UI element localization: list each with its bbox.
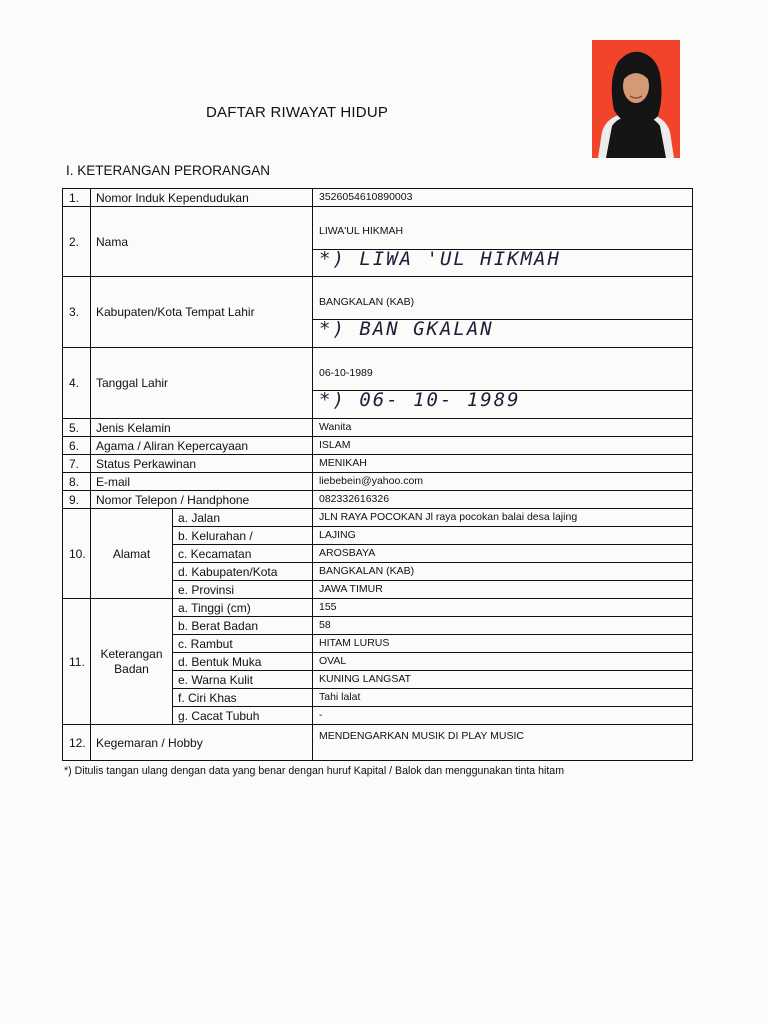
personal-data-table: [62, 188, 693, 761]
table-row: [63, 277, 693, 348]
table-row: [63, 419, 693, 437]
table-row: [63, 725, 693, 761]
nama-handwritten: *) LIWA 'UL HIKMAH: [313, 249, 692, 269]
tanggal-lahir-handwritten: *) 06- 10- 1989: [313, 390, 692, 410]
row-number: 3.: [63, 277, 91, 348]
table-row: [63, 189, 693, 207]
table-row: [63, 437, 693, 455]
row-number: 5.: [63, 419, 91, 437]
ciri-khas-value: Tahi lalat: [313, 689, 693, 707]
document-title: DAFTAR RIWAYAT HIDUP: [206, 104, 389, 121]
table-row: [63, 491, 693, 509]
sub-label: a. Tinggi (cm): [173, 599, 313, 617]
provinsi-value: JAWA TIMUR: [313, 581, 693, 599]
sub-label: e. Provinsi: [173, 581, 313, 599]
tempat-lahir-cell: [313, 277, 693, 348]
tinggi-value: 155: [313, 599, 693, 617]
jenis-kelamin-value: Wanita: [313, 419, 693, 437]
row-number: 9.: [63, 491, 91, 509]
sub-label: d. Bentuk Muka: [173, 653, 313, 671]
sub-label: c. Kecamatan: [173, 545, 313, 563]
field-label: Status Perkawinan: [91, 455, 313, 473]
field-label: Nomor Telepon / Handphone: [91, 491, 313, 509]
table-row: [63, 455, 693, 473]
tanggal-lahir-value: 06-10-1989: [319, 366, 373, 379]
row-number: 11.: [63, 599, 91, 725]
table-row: [63, 348, 693, 419]
agama-value: ISLAM: [313, 437, 693, 455]
tanggal-lahir-cell: [313, 348, 693, 419]
row-number: 4.: [63, 348, 91, 419]
field-label: Nama: [91, 207, 313, 277]
field-label: Keterangan Badan: [91, 599, 173, 725]
row-number: 6.: [63, 437, 91, 455]
jalan-value: JLN RAYA POCOKAN Jl raya pocokan balai desa lajing: [313, 509, 693, 527]
sub-label: a. Jalan: [173, 509, 313, 527]
profile-photo: [592, 40, 680, 158]
sub-label: d. Kabupaten/Kota: [173, 563, 313, 581]
table-row: [63, 207, 693, 277]
warna-kulit-value: KUNING LANGSAT: [313, 671, 693, 689]
nik-value: 3526054610890003: [313, 189, 693, 207]
bentuk-muka-value: OVAL: [313, 653, 693, 671]
row-number: 12.: [63, 725, 91, 761]
row-number: 1.: [63, 189, 91, 207]
field-label: Kabupaten/Kota Tempat Lahir: [91, 277, 313, 348]
table-row: [63, 599, 693, 617]
nama-cell: [313, 207, 693, 277]
row-number: 7.: [63, 455, 91, 473]
berat-value: 58: [313, 617, 693, 635]
kecamatan-value: AROSBAYA: [313, 545, 693, 563]
sub-label: e. Warna Kulit: [173, 671, 313, 689]
footnote: *) Ditulis tangan ulang dengan data yang benar dengan huruf Kapital / Balok dan menggunakan tinta hitam: [64, 765, 565, 777]
cacat-tubuh-value: -: [313, 707, 693, 725]
tempat-lahir-value: BANGKALAN (KAB): [319, 295, 415, 308]
kabupaten-value: BANGKALAN (KAB): [313, 563, 693, 581]
sub-label: b. Kelurahan /: [173, 527, 313, 545]
field-label: Nomor Induk Kependudukan: [91, 189, 313, 207]
kelurahan-value: LAJING: [313, 527, 693, 545]
rambut-value: HITAM LURUS: [313, 635, 693, 653]
row-number: 2.: [63, 207, 91, 277]
sub-label: c. Rambut: [173, 635, 313, 653]
field-label: Jenis Kelamin: [91, 419, 313, 437]
sub-label: g. Cacat Tubuh: [173, 707, 313, 725]
sub-label: f. Ciri Khas: [173, 689, 313, 707]
field-label: Alamat: [91, 509, 173, 599]
table-row: [63, 509, 693, 527]
field-label: E-mail: [91, 473, 313, 491]
person-photo-icon: [592, 40, 680, 158]
field-label: Tanggal Lahir: [91, 348, 313, 419]
email-value: liebebein@yahoo.com: [313, 473, 693, 491]
table-row: [63, 473, 693, 491]
row-number: 8.: [63, 473, 91, 491]
field-label: Agama / Aliran Kepercayaan: [91, 437, 313, 455]
nama-value: LIWA'UL HIKMAH: [319, 225, 404, 238]
row-number: 10.: [63, 509, 91, 599]
status-value: MENIKAH: [313, 455, 693, 473]
field-label: Kegemaran / Hobby: [91, 725, 313, 761]
hobby-value: MENDENGARKAN MUSIK DI PLAY MUSIC: [313, 725, 693, 761]
section-title: I. KETERANGAN PERORANGAN: [66, 163, 271, 178]
telepon-value: 082332616326: [313, 491, 693, 509]
sub-label: b. Berat Badan: [173, 617, 313, 635]
tempat-lahir-handwritten: *) BAN GKALAN: [313, 319, 692, 339]
